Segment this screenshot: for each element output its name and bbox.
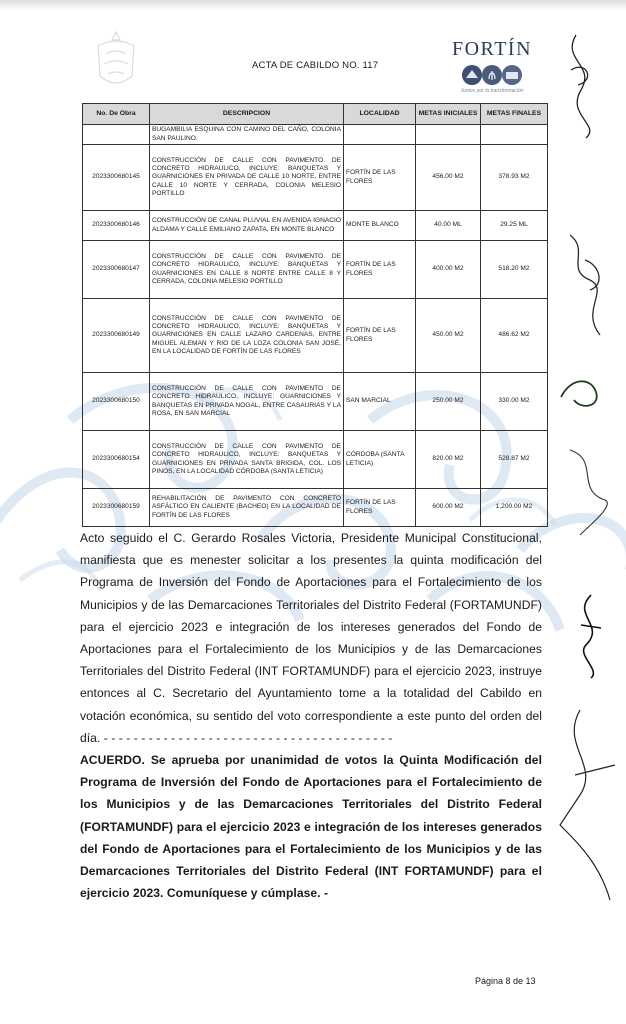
cell-location: FORTÍN DE LAS FLORES: [344, 299, 416, 373]
cell-final: 378.93 M2: [481, 145, 548, 211]
works-table: [82, 103, 548, 527]
cell-final: [481, 125, 548, 145]
cell-num: 2023300680150: [83, 373, 150, 431]
cell-location: FORTÍN DE LAS FLORES: [344, 145, 416, 211]
table-row: [83, 299, 548, 373]
cell-initial: [416, 125, 481, 145]
cell-location: FORTÍN DE LAS FLORES: [344, 241, 416, 299]
page-edge-shadow: [0, 0, 626, 10]
cell-final: 330.00 M2: [481, 373, 548, 431]
body-paragraph: Acto seguido el C. Gerardo Rosales Victoria, Presidente Municipal Constitucional, manifiesta que es menester solicitar a los presentes la quinta modificación del Programa de Inversión del Fondo de Aportaciones para el Fortalecimiento de los Municipios y de las Demarcaciones Territoriales del Distrito Federal (FORTAMUNDF) para el ejercicio 2023 e integración de los intereses generados del Fondo de Aportaciones para el Fortalecimiento de los Municipios y de las Demarcaciones Territoriales del Distrito Federal (INT FORTAMUNDF) para el ejercicio 2023, instruye entonces al C. Secretario del Ayuntamiento tome a la totalidad del Cabildo en votación económica, su sentido del voto correspondiente a este punto del orden del día. - - - - - - - - - - - - - - - - - - - - - - - - - - - - - - - - - - - - - - -: [80, 531, 542, 745]
cell-description: CONSTRUCCIÓN DE CALLE CON PAVIMENTO DE CONCRETO HIDRAULICO, INCLUYE: GUARNICIONES Y BANQUETAS EN PRIVADA NOGAL, ENTRE CASAURIAS Y LA ROSA, EN SAN MARCIAL: [150, 373, 344, 431]
cell-num: 2023300680159: [83, 489, 150, 527]
cell-initial: 250.00 M2: [416, 373, 481, 431]
cell-initial: 600.00 M2: [416, 489, 481, 527]
table-row: [83, 145, 548, 211]
signature-4: [560, 440, 620, 540]
cell-final: 29.25 ML: [481, 211, 548, 241]
brand-block: [442, 38, 542, 94]
cell-final: 1,200.00 M2: [481, 489, 548, 527]
cell-location: SAN MARCIAL: [344, 373, 416, 431]
table-row: [83, 125, 548, 145]
cell-description: CONSTRUCCIÓN DE CALLE CON PAVIMENTO DE CONCRETO HIDRAULICO, INCLUYE: BANQUETAS Y GUARNICIONES EN PRIVADA DE CALLE 10 NORTE, ENTRE CALLE 10 NORTE Y CERRADA, COLONIA MELESIO PORTILLO: [150, 145, 344, 211]
column-header-initial-goals: METAS INICIALES: [416, 104, 481, 125]
cell-description: CONSTRUCCIÓN DE CALLE CON PAVIMENTO DE CONCRETO HIDRAULICO, INCLUYE: BANQUETAS Y GUARNICIONES EN CALLE 8 NORTE ENTRE CALLE 8 Y CERRADA, COLONIA MELESIO PORTILLO: [150, 241, 344, 299]
cell-final: 518.20 M2: [481, 241, 548, 299]
signature-1: [556, 30, 606, 140]
cell-initial: 450.00 M2: [416, 299, 481, 373]
brand-tagline: Juntos por la transformación: [460, 88, 524, 94]
acuerdo-paragraph: ACUERDO. Se aprueba por unanimidad de votos la Quinta Modificación del Programa de Inversión del Fondo de Aportaciones para el Fortalecimiento de los Municipios y de las Demarcaciones Territoriales del Distrito Federal (FORTAMUNDF) para el ejercicio 2023 e integración de los intereses generados del Fondo de Aportaciones para el Fortalecimiento de los Municipios y de las Demarcaciones Territoriales del Distrito Federal (INT FORTAMUNDF) para el ejercicio 2023. Comuníquese y cúmplase. -: [80, 753, 542, 901]
cell-num: 2023300680146: [83, 211, 150, 241]
brand-name: FORTÍN: [451, 38, 533, 60]
cell-description: CONSTRUCCIÓN DE CALLE CON PAVIMENTO DE CONCRETO HIDRAULICO, INCLUYE: BANQUETAS Y GUARNICIONES EN PRIVADA SANTA BRIGIDA, COL. LOS PINOS, EN LA LOCALIDAD CÓRDOBA (SANTA LETICIA): [150, 431, 344, 489]
table-row: [83, 241, 548, 299]
column-header-final-goals: METAS FINALES: [481, 104, 548, 125]
cell-description: BUGAMBILIA ESQUINA CON CAMINO DEL CAÑO, COLONIA SAN PAULINO.: [150, 125, 344, 145]
municipal-seal-icon: [88, 28, 144, 94]
document-title: ACTA DE CABILDO NO. 117: [252, 60, 379, 71]
cell-num: [83, 125, 150, 145]
cell-initial: 820.00 M2: [416, 431, 481, 489]
table-row: [83, 373, 548, 431]
table-row: [83, 431, 548, 489]
signature-3: [556, 372, 612, 412]
cell-location: CÓRDOBA (SANTA LETICIA): [344, 431, 416, 489]
table-header-row: [83, 104, 548, 125]
table-row: [83, 211, 548, 241]
column-header-num: No. De Obra: [83, 104, 150, 125]
cell-final: 486.62 M2: [481, 299, 548, 373]
cell-num: 2023300680149: [83, 299, 150, 373]
cell-location: MONTE BLANCO: [344, 211, 416, 241]
cell-final: 528.87 M2: [481, 431, 548, 489]
cell-initial: 400.00 M2: [416, 241, 481, 299]
column-header-description: DESCRIPCION: [150, 104, 344, 125]
cell-initial: 456.00 M2: [416, 145, 481, 211]
signature-6: [520, 705, 620, 905]
cell-initial: 40.00 ML: [416, 211, 481, 241]
column-header-location: LOCALIDAD: [344, 104, 416, 125]
cell-description: CONSTRUCCIÓN DE CALLE CON PAVIMENTO DE CONCRETO HIDRAULICO, INCLUYE: BANQUETAS Y GUARNICIONES EN CALLE LAZARO CARDENAS, ENTRE MIGUEL ALEMAN Y RIO DE LA LOZA COLONIA SAN JOSÉ, EN LA LOCALIDAD DE FORTÍN DE LAS FLORES: [150, 299, 344, 373]
body-text: [80, 527, 542, 904]
cell-description: REHABILITACIÓN DE PAVIMENTO CON CONCRETO ASFÁLTICO EN CALIENTE (BACHEO) EN LA LOCALIDAD DE FORTÍN DE LAS FLORES: [150, 489, 344, 527]
cell-location: FORTÍN DE LAS FLORES: [344, 489, 416, 527]
signature-2: [560, 230, 616, 340]
cell-location: [344, 125, 416, 145]
cell-num: 2023300680145: [83, 145, 150, 211]
cell-num: 2023300680147: [83, 241, 150, 299]
signature-5: [566, 590, 616, 680]
page-number: Página 8 de 13: [475, 976, 536, 986]
cell-description: CONSTRUCCIÓN DE CANAL PLUVIAL EN AVENIDA IGNACIO ALDAMA Y CALLE EMILIANO ZAPATA, EN MONTE BLANCO: [150, 211, 344, 241]
cell-num: 2023300680154: [83, 431, 150, 489]
brand-logo-icon: [459, 63, 525, 87]
table-row: [83, 489, 548, 527]
